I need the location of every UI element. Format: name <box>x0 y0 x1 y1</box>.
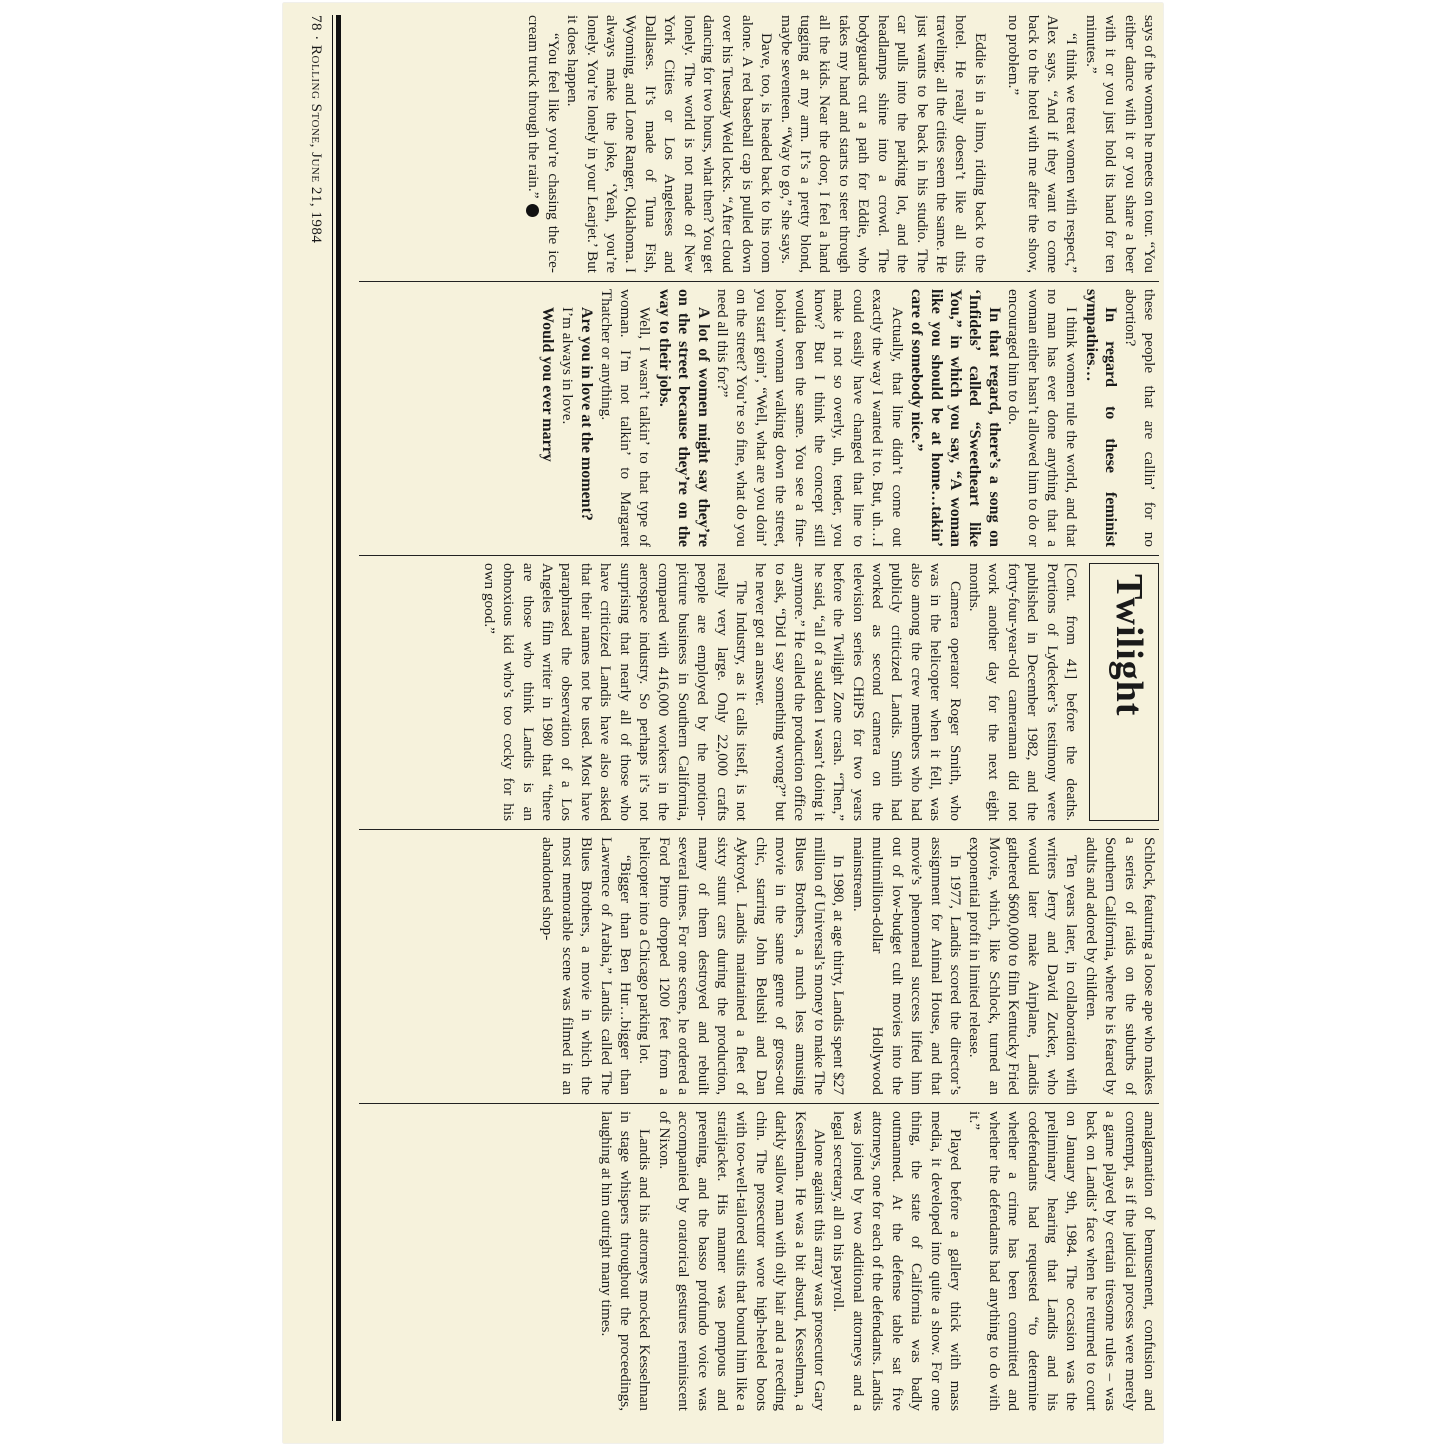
column-divider <box>359 1103 1159 1104</box>
paragraph: Landis and his attorneys mocked Kesselman in stage whispers throughout the proceedings, laughing at him outright many times. <box>597 1111 654 1411</box>
paragraph: Dave, too, is headed back to his room alone. A red baseball cap is pulled down over his Tuesday Weld locks. “After cloud dancing for two hours, what then? You get lonely. The world is not made of New York Cities or Los Angeleses and Dallases. It’s made of Tuna Fish, Wyoming, and Lone Ranger, Oklahoma. I always make the joke, ‘Yeah, you’re lonely. You’re lonely in your Learjet.’ But it does happen. <box>564 15 776 273</box>
paragraph-text: “You feel like you’re chasing the ice-cream truck through the rain.” <box>525 15 562 273</box>
paragraph: In 1977, Landis scored the director’s assignment for Animal House, and that movie’s phenomenal success lifted him out of low-budget cult movies into the multimillion-dollar Hollywood mainstream. <box>849 837 964 1095</box>
interview-question: Are you in love at the moment? <box>578 307 596 521</box>
text-column-5 <box>353 1111 1159 1411</box>
paragraph: amalgamation of bemusement, confusion and contempt, as if the judicial process were merely a game played by certain tiresome rules – was back on Landis’ face when he returned to court on January 9th, 1984. The occasion was the preliminary hearing that Landis and his codefendants had requested “to determine whether a crime has been committed and whether the defendants had anything to do with it.” <box>966 1111 1158 1411</box>
section-opening-paragraph: Eddie is in a limo, riding back to the hotel. He really doesn’t like all this traveling; all the cities seem the same. He just wants to be back in his studio. The car pulls into the parking lot, and the headlamps shine into a crowd. The bodyguards cut a path for Eddie, who takes my hand and starts to steer through all the kids. Near the door, I feel a hand tugging at my arm. It’s a pretty blond, maybe seventeen. “Way to go,” she says. <box>777 15 989 273</box>
footer-rule-thin <box>332 15 333 1421</box>
continued-headline-box <box>1089 563 1159 821</box>
paragraph: The Industry, as it calls itself, is not really very large. Only 22,000 crafts people are employed by the motion-picture business in Southern California, compared with 416,000 workers in the aerospace industry. So perhaps it’s not surprising that nearly all of those who have criticized Landis have also asked that their names not be used. Most have paraphrased the observation of a Los Angeles film writer in 1980 that “there are those who think Landis is an obnoxious kid who’s too cocky for his own good.” <box>480 563 751 821</box>
interview-answer: I think women rule the world, and that no man has ever done anything that a woman either hasn’t allowed him to do or encouraged him to do. <box>1005 289 1081 547</box>
paragraph: Alone against this array was prosecutor Gary Kesselman. He was a bit absurd, Kesselman, a darkly sallow man with oily hair and a receding chin. The prosecutor wore high-heeled boots with too-well-tailored suits that bound him like a straitjacket. His manner was pompous and preening, and the basso profundo voice was accompanied by oratorical gestures reminiscent of Nixon. <box>655 1111 829 1411</box>
column-divider <box>359 281 1159 282</box>
rotated-page <box>283 3 1163 1443</box>
column-divider <box>359 829 1159 830</box>
page-folio: 78 · Rolling Stone, June 21, 1984 <box>308 15 324 244</box>
interview-answer: Actually, that line didn’t come out exactly the way I wanted it to. But, uh…I could easily have changed that line to make it not so overly, uh, tender, you know? But I think the concept still woulda been the same. You see a fine-lookin’ woman walking down the street, you start goin’, “Well, what are you doin’ on the street? You’re so fine, what do you need all this for?” <box>714 289 906 547</box>
end-of-article-bullet-icon <box>526 204 539 217</box>
interview-question: Would you ever marry <box>539 307 557 462</box>
paragraph: Ten years later, in collaboration with writers Jerry and David Zucker, who would later make Airplane, Landis gathered $600,000 to film Kentucky Fried Movie, which, like Schlock, turned an exponential profit in limited release. <box>966 837 1081 1095</box>
continued-headline: Twilight <box>1108 574 1150 717</box>
paragraph: these people that are callin’ for no abortion? <box>1121 289 1158 547</box>
paragraph <box>524 15 563 273</box>
paragraph: “Bigger than Ben Hur…bigger than Lawrence of Arabia,” Landis called The Blues Brothers, a movie in which the most memorable scene was filmed in an abandoned shop- <box>539 837 635 1095</box>
paragraph: “I think we treat women with respect,” Alex says. “And if they want to come back to the hotel with me after the show, no problem.” <box>1005 15 1081 273</box>
paragraph: Camera operator Roger Smith, who was in the helicopter when it fell, was also among the crew members who had publicly criticized Landis. Smith had worked as second camera on the television series CHiPS for two years before the Twilight Zone crash. “Then,” he said, “all of a sudden I wasn’t doing it anymore.” He called the production office to ask, “Did I say something wrong?” but he never got an answer. <box>752 563 964 821</box>
interview-answer: I’m always in love. <box>558 307 576 425</box>
text-column-3 <box>353 563 1159 821</box>
paragraph: says of the women he meets on tour. “You either dance with it or you share a beer with it or you just hold its hand for ten minutes.” <box>1082 15 1158 273</box>
paragraph: [Cont. from 41] before the deaths. Portions of Lydecker’s testimony were published in December 1982, and the forty-four-year-old cameraman did not work another day for the next eight months. <box>965 563 1080 821</box>
interview-question: In regard to these feminist sympathies… <box>1082 289 1120 547</box>
magazine-page-clipping <box>283 3 1163 1443</box>
interview-question: A lot of women might say they’re on the street because they’re on the way to their jobs. <box>655 289 712 547</box>
footer-rule-thick <box>336 15 341 1421</box>
text-column-4 <box>353 837 1159 1095</box>
column-divider <box>359 555 1159 556</box>
text-column-2 <box>353 289 1159 547</box>
paragraph: Schlock, featuring a loose ape who makes a series of raids on the suburbs of Southern California, where he is feared by adults and adored by children. <box>1082 837 1158 1095</box>
text-column-1 <box>353 15 1159 273</box>
paragraph: In 1980, at age thirty, Landis spent $27 million of Universal’s money to make The Blues Brothers, a much less amusing movie in the same genre of gross-out chic, starring John Belushi and Dan Aykroyd. Landis maintained a fleet of sixty stunt cars during the production, many of them destroyed and rebuilt several times. For one scene, he ordered a Ford Pinto dropped 1200 feet from a helicopter into a Chicago parking lot. <box>636 837 848 1095</box>
interview-question: In that regard, there’s a song on ‘Infidels’ called “Sweetheart like You,” in which you say, “A woman like you should be at home…takin’ care of somebody nice.” <box>908 289 1003 547</box>
paragraph: Played before a gallery thick with mass media, it developed into quite a show. For one thing, the state of California was badly outmanned. At the defense table sat five attorneys, one for each of the defendants. Landis was joined by two additional attorneys and a legal secretary, all on his payroll. <box>830 1111 964 1411</box>
interview-answer: Well, I wasn’t talkin’ to that type of woman. I’m not talkin’ to Margaret Thatcher or anything. <box>597 289 654 547</box>
